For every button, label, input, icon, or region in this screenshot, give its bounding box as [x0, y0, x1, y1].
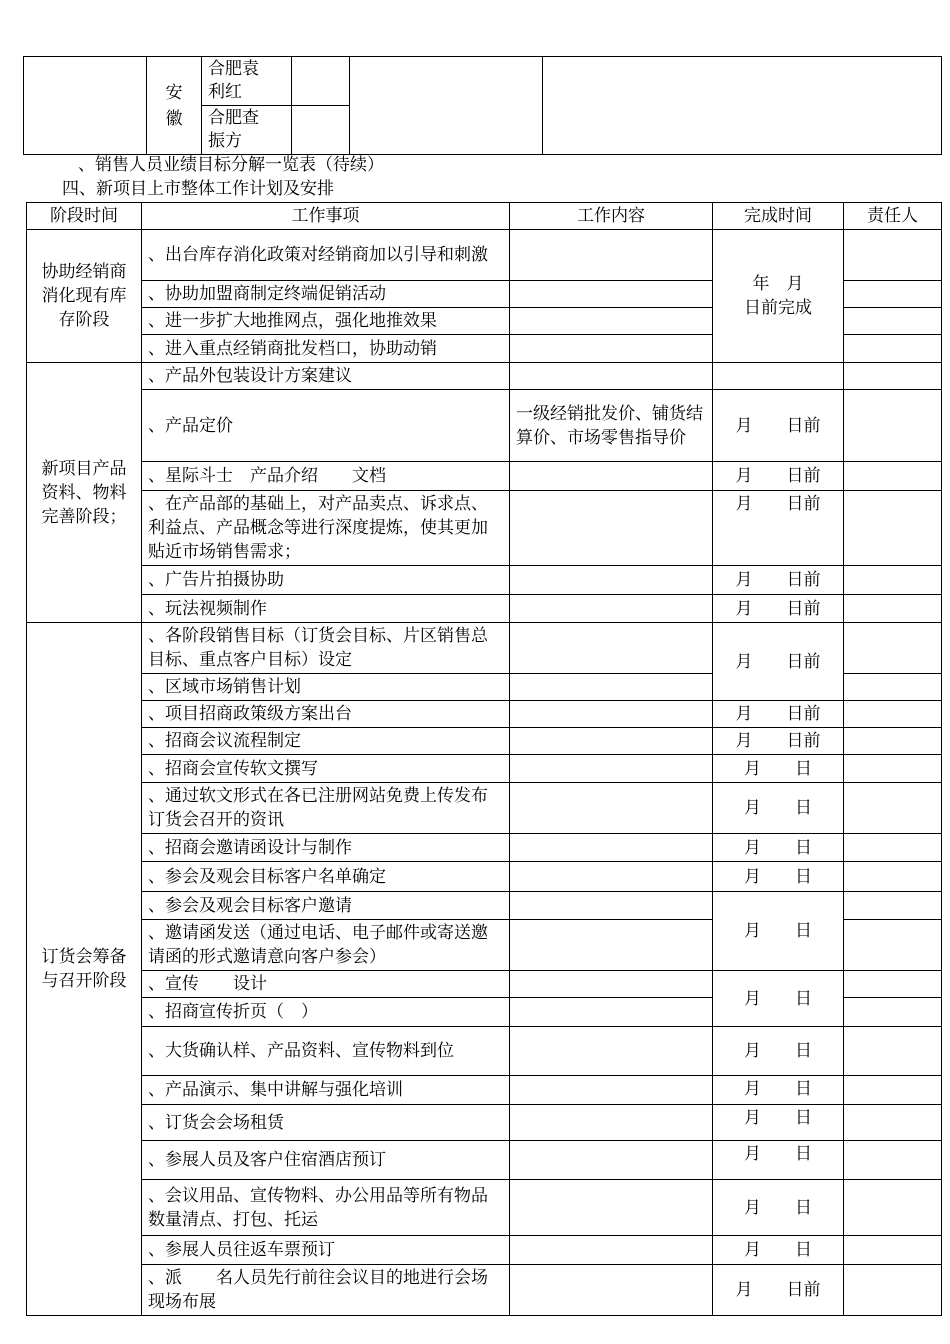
work-content: [510, 363, 713, 390]
empty-cell: [292, 57, 350, 106]
table-row: [27, 566, 942, 595]
work-item: 、区域市场销售计划: [142, 674, 510, 701]
table-row: [27, 1027, 942, 1076]
work-content: [510, 623, 713, 674]
stage-cell: 新项目产品 资料、物料 完善阶段；: [27, 363, 142, 623]
responsible-person: [844, 623, 942, 674]
responsible-person: [844, 595, 942, 623]
responsible-person: [844, 1265, 942, 1316]
empty-cell: [24, 57, 147, 155]
province-cell: 安 徽: [147, 57, 202, 155]
responsible-person: [844, 1236, 942, 1265]
work-item: 、产品演示、集中讲解与强化培训: [142, 1076, 510, 1105]
table-row: [27, 623, 942, 674]
work-content: [510, 701, 713, 728]
table-row: [27, 462, 942, 491]
responsible-person: [844, 1027, 942, 1076]
work-item: 、广告片拍摄协助: [142, 566, 510, 595]
empty-cell: [543, 57, 942, 155]
completion-time: 月 日: [713, 892, 844, 971]
completion-time: 月 日前: [713, 491, 844, 566]
work-content: [510, 308, 713, 335]
completion-time: 月 日前: [713, 595, 844, 623]
completion-time: 月 日: [713, 1236, 844, 1265]
work-content: [510, 1141, 713, 1180]
column-header: 完成时间: [713, 203, 844, 230]
completion-time: 月 日前: [713, 390, 844, 462]
work-content: [510, 1076, 713, 1105]
responsible-person: [844, 1141, 942, 1180]
work-content: [510, 834, 713, 862]
responsible-person: [844, 363, 942, 390]
responsible-person: [844, 281, 942, 308]
work-content: [510, 862, 713, 892]
salesperson-name: 合肥查 振方: [202, 106, 292, 155]
completion-time: [713, 363, 844, 390]
completion-time: 月 日: [713, 834, 844, 862]
work-content: [510, 335, 713, 363]
section-heading: 四、新项目上市整体工作计划及安排: [62, 179, 334, 199]
completion-time: 月 日前: [713, 701, 844, 728]
work-content: [510, 1236, 713, 1265]
completion-time: 月 日: [713, 1105, 844, 1141]
responsible-person: [844, 1076, 942, 1105]
responsible-person: [844, 566, 942, 595]
responsible-person: [844, 390, 942, 462]
completion-time: 月 日: [713, 1027, 844, 1076]
table-row: [27, 1105, 942, 1141]
work-item: 、参会及观会目标客户邀请: [142, 892, 510, 920]
completion-time: 月 日前: [713, 623, 844, 701]
table-row: [27, 728, 942, 755]
work-content: [510, 491, 713, 566]
work-item: 、大货确认样、产品资料、宣传物料到位: [142, 1027, 510, 1076]
work-content: [510, 892, 713, 920]
work-plan-table: [26, 202, 942, 1316]
completion-time: 月 日: [713, 783, 844, 834]
table-row: [27, 1141, 942, 1180]
work-item: 、参会及观会目标客户名单确定: [142, 862, 510, 892]
completion-time: 月 日: [713, 1180, 844, 1236]
work-content: [510, 755, 713, 783]
table-row: [27, 1180, 942, 1236]
responsible-person: [844, 892, 942, 920]
work-item: 、会议用品、宣传物料、办公用品等所有物品数量清点、打包、托运: [142, 1180, 510, 1236]
completion-time: 月 日: [713, 1141, 844, 1180]
empty-cell: [350, 57, 543, 155]
work-content: [510, 1265, 713, 1316]
column-header: 责任人: [844, 203, 942, 230]
completion-time: 月 日前: [713, 1265, 844, 1316]
work-item: 、项目招商政策级方案出台: [142, 701, 510, 728]
table-row: [27, 862, 942, 892]
table-row: [27, 1265, 942, 1316]
work-item: 、进入重点经销商批发档口，协助动销: [142, 335, 510, 363]
table-row: [27, 755, 942, 783]
completion-time: 月 日前: [713, 728, 844, 755]
work-content: [510, 783, 713, 834]
work-content: [510, 1105, 713, 1141]
completion-time: 月 日: [713, 1076, 844, 1105]
work-content: [510, 595, 713, 623]
completion-time: 月 日前: [713, 566, 844, 595]
column-header: 阶段时间: [27, 203, 142, 230]
table-row: [27, 892, 942, 920]
responsible-person: [844, 998, 942, 1027]
responsible-person: [844, 335, 942, 363]
table-header-row: [27, 203, 942, 230]
work-item: 、招商会议流程制定: [142, 728, 510, 755]
responsible-person: [844, 862, 942, 892]
work-item: 、产品外包装设计方案建议: [142, 363, 510, 390]
work-content: 一级经销批发价、铺货结算价、市场零售指导价: [510, 390, 713, 462]
responsible-person: [844, 1180, 942, 1236]
table-caption: 、销售人员业绩目标分解一览表（待续）: [78, 155, 384, 175]
sales-target-table-continuation: [23, 56, 942, 155]
work-item: 、招商宣传折页（ ）: [142, 998, 510, 1027]
completion-time: 月 日: [713, 862, 844, 892]
responsible-person: [844, 728, 942, 755]
work-item: 、招商会邀请函设计与制作: [142, 834, 510, 862]
table-row: [27, 390, 942, 462]
work-content: [510, 566, 713, 595]
work-content: [510, 728, 713, 755]
work-item: 、进一步扩大地推网点，强化地推效果: [142, 308, 510, 335]
work-item: 、协助加盟商制定终端促销活动: [142, 281, 510, 308]
completion-time: 月 日: [713, 755, 844, 783]
responsible-person: [844, 755, 942, 783]
responsible-person: [844, 971, 942, 998]
work-content: [510, 1180, 713, 1236]
salesperson-name: 合肥袁 利红: [202, 57, 292, 106]
work-item: 、产品定价: [142, 390, 510, 462]
responsible-person: [844, 230, 942, 281]
work-item: 、参展人员往返车票预订: [142, 1236, 510, 1265]
work-item: 、玩法视频制作: [142, 595, 510, 623]
work-item: 、订货会会场租赁: [142, 1105, 510, 1141]
responsible-person: [844, 783, 942, 834]
work-content: [510, 920, 713, 971]
column-header: 工作事项: [142, 203, 510, 230]
work-item: 、派 名人员先行前往会议目的地进行会场现场布展: [142, 1265, 510, 1316]
work-item: 、邀请函发送（通过电话、电子邮件或寄送邀请函的形式邀请意向客户参会）: [142, 920, 510, 971]
completion-time: 月 日前: [713, 462, 844, 491]
table-row: [27, 230, 942, 281]
completion-time: 年 月 日前完成: [713, 230, 844, 363]
table-row: [27, 1076, 942, 1105]
work-item: 、招商会宣传软文撰写: [142, 755, 510, 783]
work-content: [510, 1027, 713, 1076]
work-content: [510, 998, 713, 1027]
responsible-person: [844, 834, 942, 862]
work-content: [510, 230, 713, 281]
column-header: 工作内容: [510, 203, 713, 230]
table-row: [27, 834, 942, 862]
work-item: 、各阶段销售目标（订货会目标、片区销售总目标、重点客户目标）设定: [142, 623, 510, 674]
table-row: [27, 971, 942, 998]
work-item: 、参展人员及客户住宿酒店预订: [142, 1141, 510, 1180]
table-row: [27, 783, 942, 834]
responsible-person: [844, 674, 942, 701]
table-row: [27, 701, 942, 728]
work-content: [510, 971, 713, 998]
work-item: 、在产品部的基础上，对产品卖点、诉求点、利益点、产品概念等进行深度提炼，使其更加贴近市场销售需求；: [142, 491, 510, 566]
work-item: 、宣传 设计: [142, 971, 510, 998]
work-content: [510, 674, 713, 701]
work-content: [510, 281, 713, 308]
work-item: 、出台库存消化政策对经销商加以引导和刺激: [142, 230, 510, 281]
responsible-person: [844, 308, 942, 335]
table-row: [27, 363, 942, 390]
table-row: [27, 595, 942, 623]
work-item: 、星际斗士 产品介绍 文档: [142, 462, 510, 491]
table-row: [27, 1236, 942, 1265]
completion-time: 月 日: [713, 971, 844, 1027]
work-item: 、通过软文形式在各已注册网站免费上传发布订货会召开的资讯: [142, 783, 510, 834]
stage-cell: 协助经销商 消化现有库 存阶段: [27, 230, 142, 363]
responsible-person: [844, 462, 942, 491]
responsible-person: [844, 701, 942, 728]
table-row: [27, 491, 942, 566]
responsible-person: [844, 1105, 942, 1141]
empty-cell: [292, 106, 350, 155]
work-content: [510, 462, 713, 491]
stage-cell: 订货会筹备 与召开阶段: [27, 623, 142, 1316]
responsible-person: [844, 491, 942, 566]
responsible-person: [844, 920, 942, 971]
